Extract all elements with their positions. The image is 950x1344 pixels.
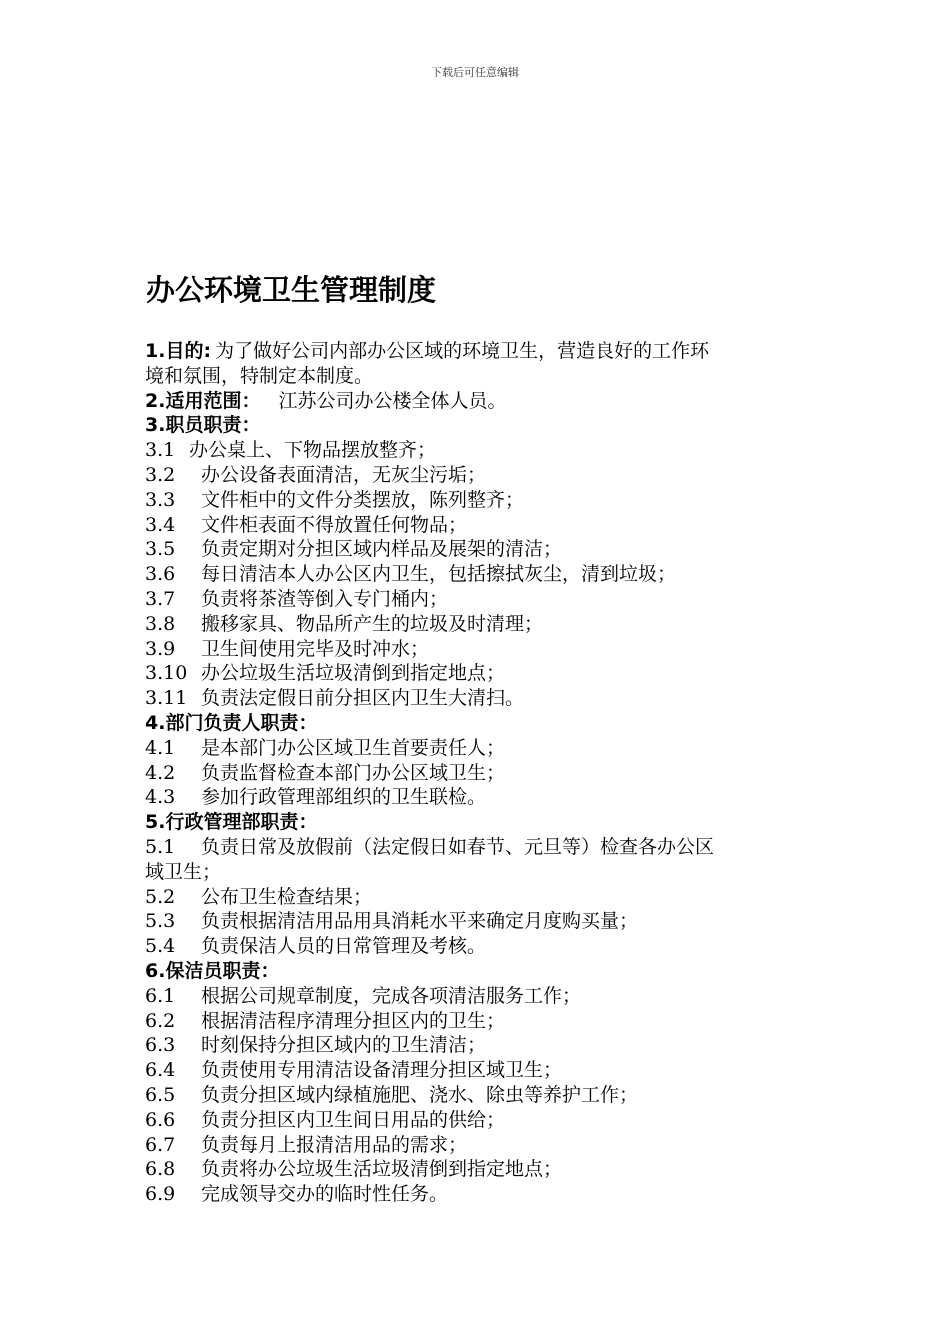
section-number: 2. [145,389,166,412]
list-item [145,587,810,612]
section-label: 适用范围： [165,389,261,412]
item-text: 参加行政管理部组织的卫生联检。 [201,786,487,809]
list-item [145,513,810,538]
item-number: 6.3 [145,1034,176,1057]
section-2-heading [145,389,810,414]
item-text: 每日清洁本人办公区内卫生，包括擦拭灰尘，清到垃圾； [201,563,677,586]
item-number: 4.3 [145,786,176,809]
list-item [145,835,810,860]
section-6-heading [145,959,810,984]
item-text: 负责使用专用清洁设备清理分担区域卫生； [201,1059,563,1082]
list-item [145,1182,810,1207]
list-item [145,661,810,686]
page-header-note: 下载后可任意编辑 [431,66,519,79]
list-item [145,934,810,959]
document-body [145,339,810,1207]
section-number: 5. [145,811,166,834]
item-number: 6.5 [145,1083,176,1106]
item-number: 3.6 [145,563,176,586]
list-item [145,637,810,662]
list-item [145,686,810,711]
item-text: 根据公司规章制度，完成各项清洁服务工作； [201,984,582,1007]
list-item [145,463,810,488]
item-number: 3.7 [145,587,176,610]
item-number: 3.10 [145,662,188,685]
item-text: 时刻保持分担区域内的卫生清洁； [201,1034,487,1057]
item-number: 6.8 [145,1158,176,1181]
item-text: 是本部门办公区域卫生首要责任人； [201,736,506,759]
section-label: 行政管理部职责： [165,811,318,834]
list-item [145,885,810,910]
item-number: 3.11 [145,687,188,710]
item-number: 3.4 [145,513,176,536]
item-text: 文件柜表面不得放置任何物品； [201,513,468,536]
item-number: 5.3 [145,910,176,933]
section-label: 部门负责人职责： [165,711,318,734]
item-text: 负责保洁人员的日常管理及考核。 [201,935,487,958]
section-label: 目的: [165,340,212,362]
list-item [145,1133,810,1158]
list-item [145,736,810,761]
item-text: 负责监督检查本部门办公区域卫生； [201,761,506,784]
list-item [145,785,810,810]
section-1-continuation: 境和氛围，特制定本制度。 [145,364,374,387]
list-item [145,537,810,562]
item-number: 6.4 [145,1059,176,1082]
item-text: 办公桌上、下物品摆放整齐； [189,439,437,462]
section-number: 4. [145,711,166,734]
section-text: 江苏公司办公楼全体人员。 [278,389,507,412]
section-3-heading [145,413,810,438]
item-text: 公布卫生检查结果； [201,885,373,908]
item-number: 3.9 [145,637,176,660]
item-number: 5.1 [145,835,176,858]
item-number: 3.1 [145,439,176,462]
item-text: 办公设备表面清洁，无灰尘污垢； [201,463,487,486]
list-item [145,984,810,1009]
section-1-heading [145,339,810,364]
list-item [145,1009,810,1034]
list-item [145,1058,810,1083]
item-text: 负责根据清洁用品用具消耗水平来确定月度购买量； [201,910,639,933]
section-4-heading [145,711,810,736]
section-number: 3. [145,414,166,437]
list-item [145,438,810,463]
list-item [145,1083,810,1108]
item-text: 完成领导交办的临时性任务。 [201,1183,449,1206]
item-text: 负责将茶渣等倒入专门桶内； [201,587,449,610]
item-text: 负责分担区域内绿植施肥、浇水、除虫等养护工作； [201,1083,639,1106]
item-text: 负责分担区内卫生间日用品的供给； [201,1108,506,1131]
list-item-continuation: 域卫生； [145,860,222,883]
section-label: 保洁员职责： [165,959,280,982]
section-number: 6. [145,959,166,982]
list-item [145,909,810,934]
item-number: 6.1 [145,984,176,1007]
item-text: 根据清洁程序清理分担区内的卫生； [201,1009,506,1032]
item-number: 3.3 [145,488,176,511]
item-text: 搬移家具、物品所产生的垃圾及时清理； [201,612,544,635]
item-text: 负责将办公垃圾生活垃圾清倒到指定地点； [201,1158,563,1181]
item-text: 负责每月上报清洁用品的需求； [201,1133,468,1156]
list-item [145,761,810,786]
item-number: 5.4 [145,935,176,958]
item-text: 负责日常及放假前（法定假日如春节、元旦等）检查各办公区 [201,835,715,858]
item-text: 负责定期对分担区域内样品及展架的清洁； [201,538,563,561]
section-label: 职员职责： [165,414,261,437]
item-number: 6.6 [145,1108,176,1131]
list-item [145,1033,810,1058]
section-number: 1. [145,340,166,362]
item-number: 5.2 [145,885,176,908]
item-number: 4.2 [145,761,176,784]
list-item [145,562,810,587]
item-text: 文件柜中的文件分类摆放，陈列整齐； [201,488,525,511]
item-number: 3.8 [145,612,176,635]
list-item [145,612,810,637]
list-item [145,488,810,513]
item-text: 办公垃圾生活垃圾清倒到指定地点； [201,662,506,685]
list-item [145,1157,810,1182]
item-text: 卫生间使用完毕及时冲水； [201,637,430,660]
item-number: 6.2 [145,1009,176,1032]
section-text: 为了做好公司内部办公区域的环境卫生，营造良好的工作环 [215,340,710,362]
section-5-heading [145,810,810,835]
item-number: 6.9 [145,1183,176,1206]
item-number: 3.5 [145,538,176,561]
item-text: 负责法定假日前分担区内卫生大清扫。 [201,687,525,710]
list-item [145,1108,810,1133]
document-title: 办公环境卫生管理制度 [146,273,437,307]
item-number: 6.7 [145,1133,176,1156]
item-number: 3.2 [145,463,176,486]
item-number: 4.1 [145,736,176,759]
